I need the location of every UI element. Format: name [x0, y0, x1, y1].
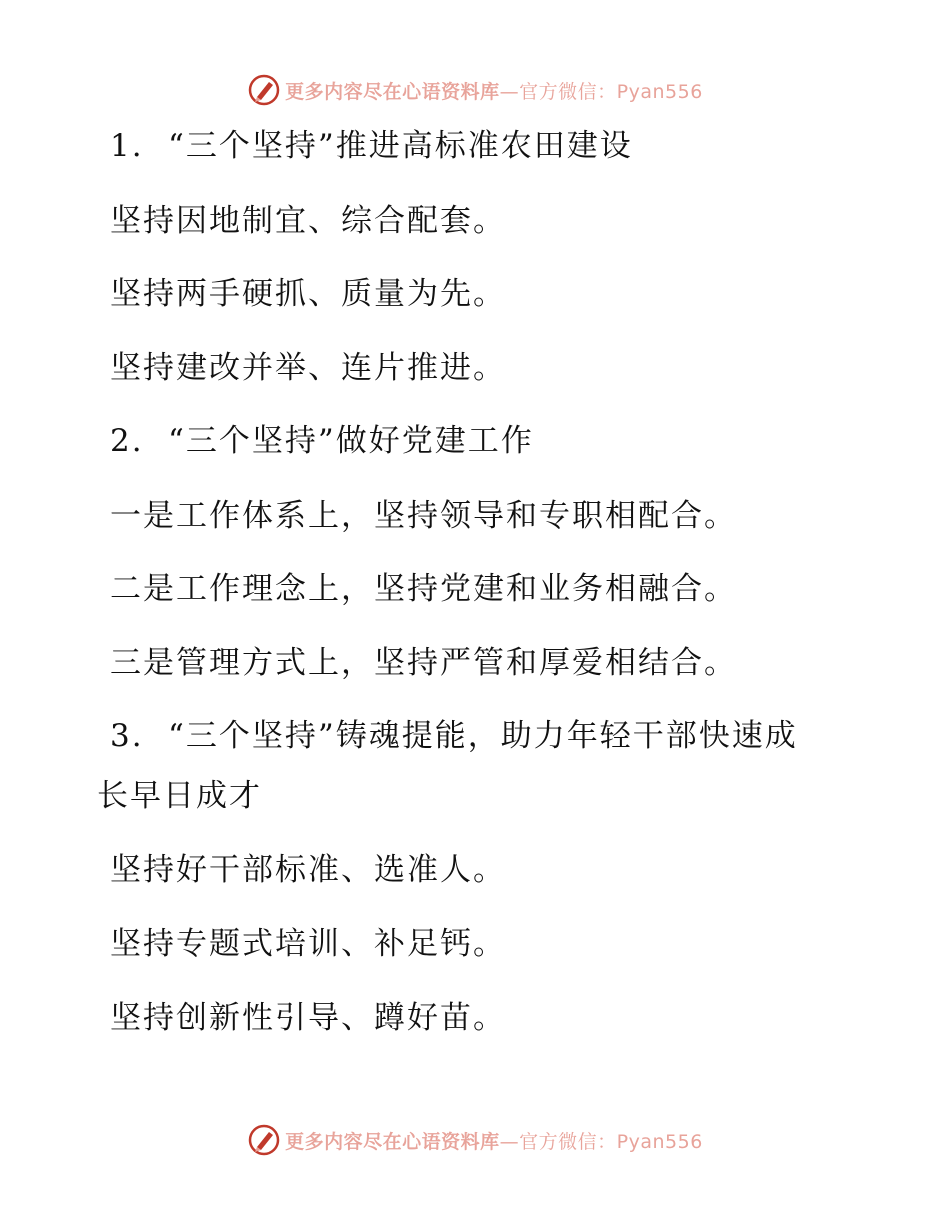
watermark-banner-top — [0, 70, 950, 110]
section-heading-3 — [110, 716, 798, 756]
section-number: 2. — [110, 423, 144, 459]
list-item: 坚持好干部标准、选准人。 — [110, 852, 506, 888]
section-heading-2 — [110, 421, 534, 461]
watermark-banner-bottom — [0, 1120, 950, 1160]
section-title: “三个坚持”推进高标准农田建设 — [168, 128, 633, 164]
section-heading-1 — [110, 126, 633, 166]
pen-logo-icon — [247, 73, 281, 107]
section-number: 1. — [110, 128, 144, 164]
pen-logo-icon — [247, 1123, 281, 1157]
list-item: 坚持因地制宜、综合配套。 — [110, 203, 506, 239]
list-item: 一是工作体系上，坚持领导和专职相配合。 — [110, 498, 737, 534]
section-number: 3. — [110, 718, 144, 754]
list-item: 坚持创新性引导、蹲好苗。 — [110, 1000, 506, 1036]
section-title: “三个坚持”做好党建工作 — [168, 423, 534, 459]
section-title-continued: 长早日成才 — [97, 778, 262, 814]
list-item: 坚持两手硬抓、质量为先。 — [110, 276, 506, 312]
list-item: 三是管理方式上，坚持严管和厚爱相结合。 — [110, 645, 737, 681]
list-item: 坚持建改并举、连片推进。 — [110, 350, 506, 386]
watermark-text: 更多内容尽在心语资料库—官方微信：Pyan556 — [285, 1130, 703, 1153]
list-item: 二是工作理念上，坚持党建和业务相融合。 — [110, 571, 737, 607]
list-item: 坚持专题式培训、补足钙。 — [110, 926, 506, 962]
watermark-text: 更多内容尽在心语资料库—官方微信：Pyan556 — [285, 80, 703, 103]
section-title: “三个坚持”铸魂提能，助力年轻干部快速成 — [168, 718, 798, 754]
